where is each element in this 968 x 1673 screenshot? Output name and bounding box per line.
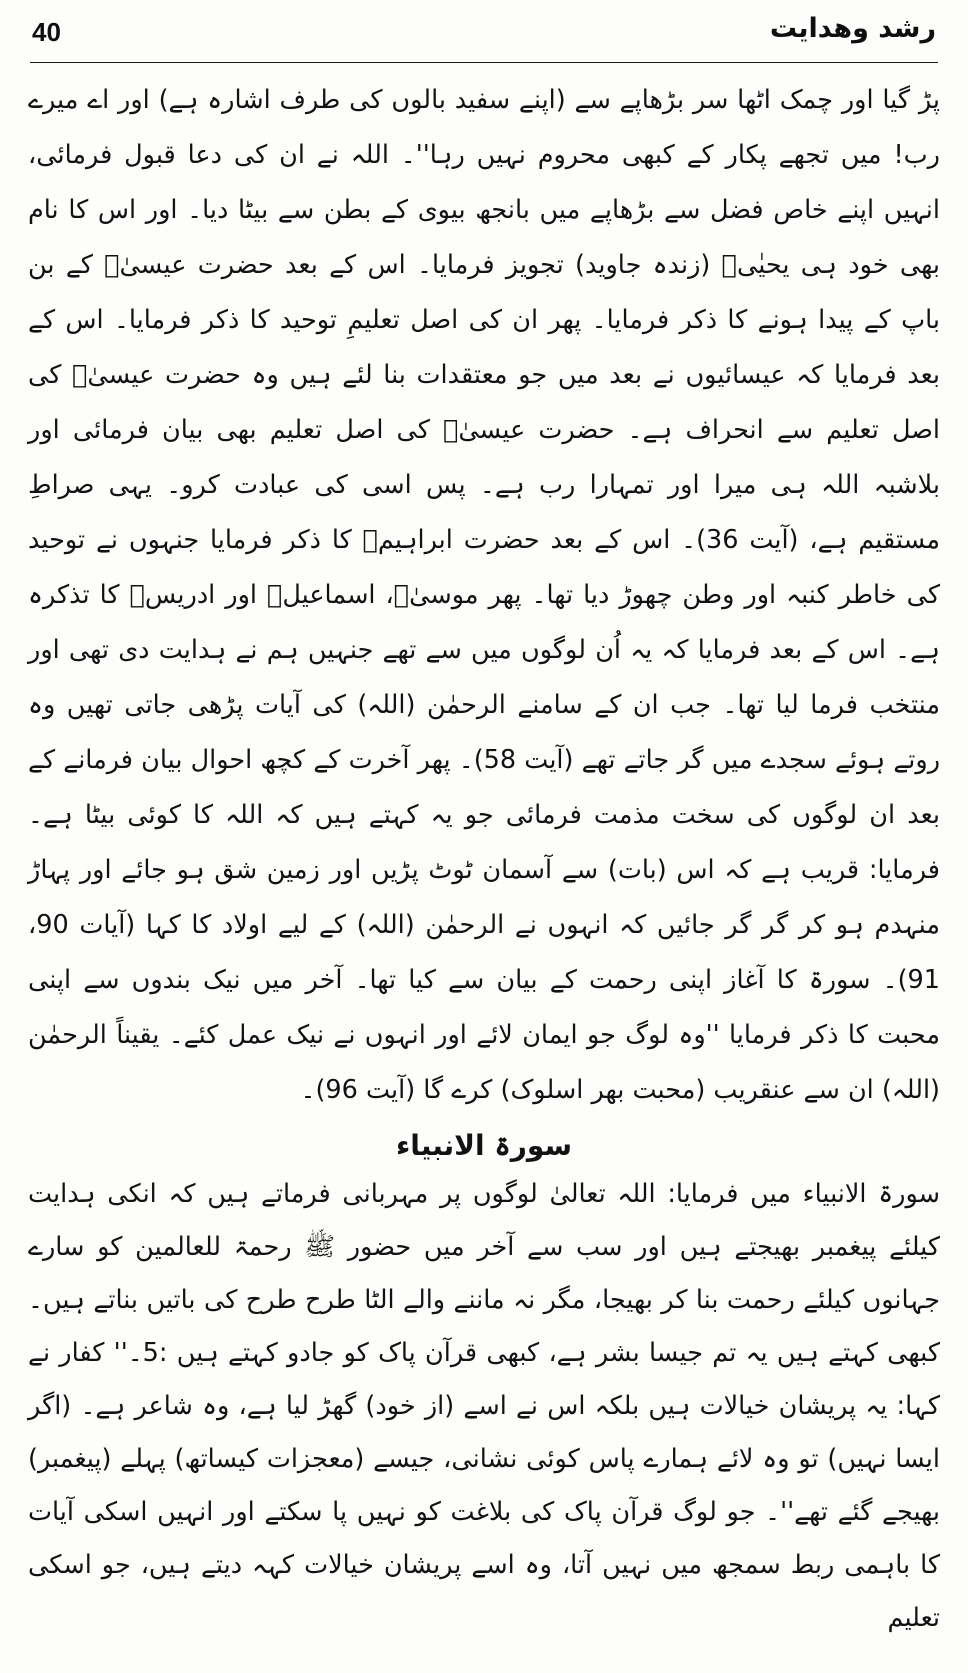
page-body	[28, 73, 940, 1645]
paragraph-2: سورۃ الانبیاء میں فرمایا: اللہ تعالیٰ لوگوں پر مہربانی فرماتے ہیں کہ انکی ہدایت کیلئے پیغمبر بھیجتے ہیں اور سب سے آخر میں حضور ﷺ رحمۃ للعالمین کو سارے جہانوں کیلئے رحمت بنا کر بھیجا، مگر نہ ماننے والے الٹا طرح طرح کی باتیں بناتے ہیں۔ کبھی کہتے ہیں یہ تم جیسا بشر ہے، کبھی قرآن پاک کو جادو کہتے ہیں :5۔'' کفار نے کہا: یہ پریشان خیالات ہیں بلکہ اس نے اسے (از خود) گھڑ لیا ہے، وہ شاعر ہے۔ (اگر ایسا نہیں) تو وہ لائے ہمارے پاس کوئی نشانی، جیسے (معجزات کیساتھ) پہلے (پیغمبر) بھیجے گئے تھے''۔ جو لوگ قرآن پاک کی بلاغت کو نہیں پا سکتے اور انہیں اسکی آیات کا باہمی ربط سمجھ میں نہیں آتا، وہ اسے پریشان خیالات کہہ دیتے ہیں، جو اسکی تعلیم	[28, 1179, 941, 1634]
paragraph-1: پڑ گیا اور چمک اٹھا سر بڑھاپے سے (اپنے سفید بالوں کی طرف اشارہ ہے) اور اے میرے رب! میں تجھے پکار کے کبھی محروم نہیں رہا''۔ اللہ نے ان کی دعا قبول فرمائی، انہیں اپنے خاص فضل سے بڑھاپے میں بانجھ بیوی کے بطن سے بیٹا دیا۔ اور اس کا نام بھی خود ہی یحیٰیؑ (زندہ جاوید) تجویز فرمایا۔ اس کے بعد حضرت عیسیٰؑ کے بن باپ کے پیدا ہونے کا ذکر فرمایا۔ پھر ان کی اصل تعلیمِ توحید کا ذکر فرمایا۔ اس کے بعد فرمایا کہ عیسائیوں نے بعد میں جو معتقدات بنا لئے ہیں وہ حضرت عیسیٰؑ کی اصل تعلیم سے انحراف ہے۔ حضرت عیسیٰؑ کی اصل تعلیم بھی بیان فرمائی اور بلاشبہ اللہ ہی میرا اور تمہارا رب ہے۔ پس اسی کی عبادت کرو۔ یہی صراطِ مستقیم ہے، (آیت 36)۔ اس کے بعد حضرت ابراہیمؑ کا ذکر فرمایا جنہوں نے توحید کی خاطر کنبہ اور وطن چھوڑ دیا تھا۔ پھر موسیٰؑ، اسماعیلؑ اور ادریسؑ کا تذکرہ ہے۔ اس کے بعد فرمایا کہ یہ اُن لوگوں میں سے تھے جنہیں ہم نے ہدایت دی تھی اور منتخب فرما لیا تھا۔ جب ان کے سامنے الرحمٰن (اللہ) کی آیات پڑھی جاتی تھیں وہ روتے ہوئے سجدے میں گر جاتے تھے (آیت 58)۔ پھر آخرت کے کچھ احوال بیان فرمانے کے بعد ان لوگوں کی سخت مذمت فرمائی جو یہ کہتے ہیں کہ اللہ کا کوئی بیٹا ہے۔ فرمایا: قریب ہے کہ اس (بات) سے آسمان ٹوٹ پڑیں اور زمین شق ہو جائے اور پہاڑ منہدم ہو کر گر گر جائیں کہ انہوں نے الرحمٰن (اللہ) کے لیے اولاد کا کہا (آیات 90، 91)۔ سورۃ کا آغاز اپنی رحمت کے بیان سے کیا تھا۔ آخر میں نیک بندوں سے اپنی محبت کا ذکر فرمایا ''وہ لوگ جو ایمان لائے اور انہوں نے نیک عمل کئے۔ یقیناً الرحمٰن (اللہ) ان سے عنقریب (محبت بھر اسلوک) کرے گا (آیت 96)۔	[28, 85, 941, 1105]
section-heading-text: سورۃ الانبیاء	[395, 1129, 572, 1162]
page-header	[28, 14, 940, 58]
book-title: رشد وهدایت	[769, 13, 936, 44]
section-heading	[28, 1128, 940, 1164]
page-number: 40	[32, 17, 61, 47]
header-divider	[30, 62, 938, 63]
